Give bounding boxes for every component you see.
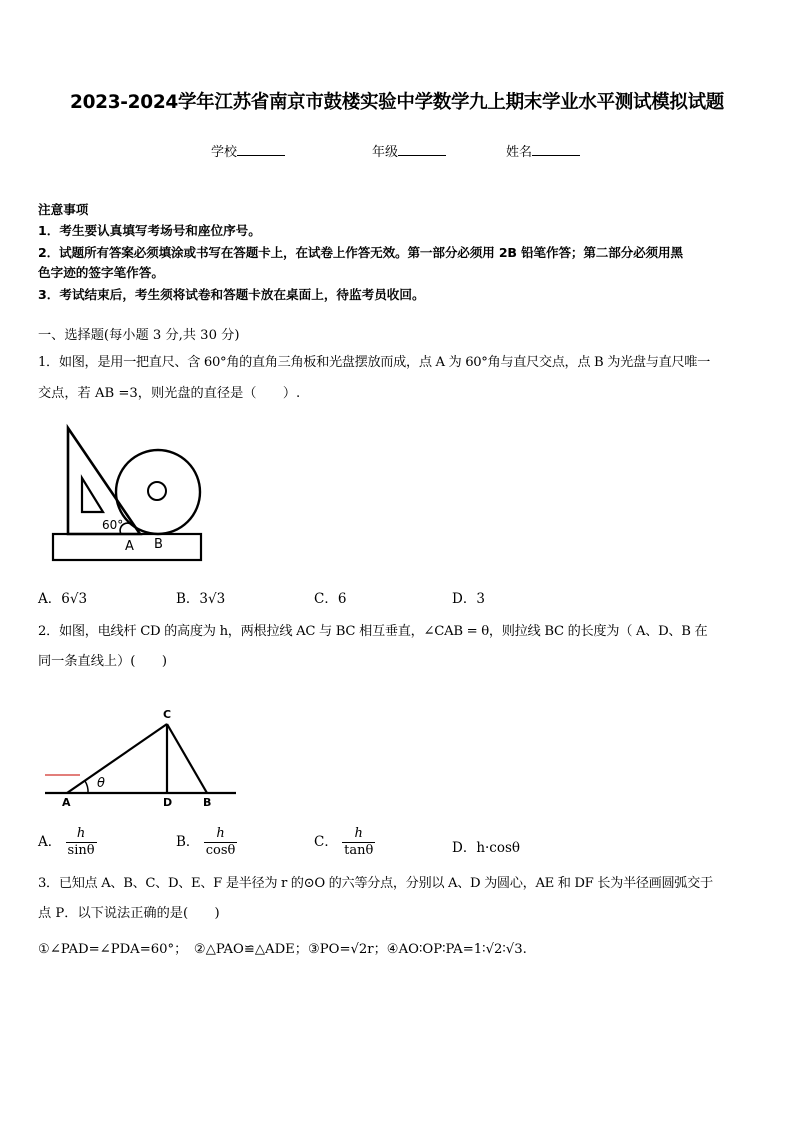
q3-stem-line2: 点 P．以下说法正确的是( ) (38, 906, 220, 921)
section-heading: 一、选择题(每小题 3 分,共 30 分) (38, 328, 240, 343)
q2-option-b-fraction (204, 826, 238, 859)
line-ac (67, 724, 167, 793)
q3-stem-line1: 3．已知点 A、B、C、D、E、F 是半径为 r 的⊙O 的六等分点，分别以 A、D 为圆心，AE 和 DF 长为半径画圆弧交于 (38, 876, 713, 891)
school-blank (237, 143, 285, 156)
q2-option-b-num: h (204, 826, 238, 843)
q1-option-b[interactable]: B．3√3 (176, 591, 226, 607)
q2-option-c-fraction (342, 826, 375, 859)
page-title: 2023-2024学年江苏省南京市鼓楼实验中学数学九上期末学业水平测试模拟试题 (70, 92, 724, 113)
q1-stem-line2: 交点，若 AB =3，则光盘的直径是（ ）. (38, 386, 301, 401)
line-bc (167, 724, 207, 793)
grade-blank (398, 143, 446, 156)
q2-option-d[interactable]: D．h·cosθ (452, 840, 521, 856)
q2-option-b-label: B． (176, 834, 200, 850)
q2-option-c[interactable] (314, 826, 375, 859)
q2-option-a-fraction (66, 826, 97, 859)
theta-arc (85, 781, 88, 793)
q2-option-c-label: C． (314, 834, 338, 850)
q2-stem-line1: 2．如图，电线杆 CD 的高度为 h，两根拉线 AC 与 BC 相互垂直，∠CAB = θ，则拉线 BC 的长度为（ A、D、B 在 (38, 624, 708, 639)
point-label-b: B (154, 537, 163, 552)
name-field (506, 141, 580, 160)
q1-stem-line1: 1．如图，是用一把直尺、含 60°角的直角三角板和光盘摆放而成，点 A 为 60°角与直尺交点，点 B 为光盘与直尺唯一 (38, 355, 710, 370)
notice-item-1: 1．考生要认真填写考场号和座位序号。 (38, 223, 261, 238)
q1-option-c[interactable]: C．6 (314, 591, 347, 607)
q2-option-a[interactable] (38, 826, 97, 859)
notice-heading: 注意事项 (38, 202, 89, 217)
name-label: 姓名 (506, 145, 533, 160)
q2-stem-line2: 同一条直线上）( ) (38, 654, 167, 669)
notice-item-2-cont: 色字迹的签字笔作答。 (38, 265, 164, 280)
q2-option-b-den: cosθ (205, 843, 236, 858)
name-blank (532, 143, 580, 156)
q2-option-a-num: h (66, 826, 97, 843)
disc-hole (148, 482, 166, 500)
theta-label: θ (97, 776, 105, 791)
q2-option-a-label: A． (38, 834, 62, 850)
point-label-a: A (62, 796, 71, 809)
school-label: 学校 (211, 145, 238, 160)
q2-figure (40, 700, 240, 812)
q1-figure (45, 420, 210, 565)
notice-item-3: 3．考试结束后，考生须将试卷和答题卡放在桌面上，待监考员收回。 (38, 287, 425, 302)
q1-option-a[interactable]: A．6√3 (38, 591, 88, 607)
notice-item-2: 2．试题所有答案必须填涂或书写在答题卡上，在试卷上作答无效。第一部分必须用 2B 铅笔作答；第二部分必须用黑 (38, 245, 683, 260)
school-field (211, 141, 285, 160)
q3-statements: ①∠PAD=∠PDA=60°； ②△PAO≌△ADE；③PO=√2r；④AO∶OP∶PA=1∶√2∶√3. (38, 942, 527, 957)
q2-option-a-den: sinθ (67, 843, 95, 858)
grade-field (372, 141, 446, 160)
q1-option-d[interactable]: D．3 (452, 591, 485, 607)
set-square-inner (82, 478, 103, 512)
grade-label: 年级 (372, 145, 399, 160)
point-label-b: B (203, 796, 212, 809)
q2-option-c-den: tanθ (344, 843, 374, 858)
point-label-d: D (163, 796, 173, 809)
q2-option-c-num: h (342, 826, 375, 843)
disc-outer (116, 450, 200, 534)
angle-label: 60° (102, 518, 124, 532)
point-label-c: C (163, 708, 172, 721)
q2-option-b[interactable] (176, 826, 237, 859)
point-label-a: A (125, 539, 134, 554)
